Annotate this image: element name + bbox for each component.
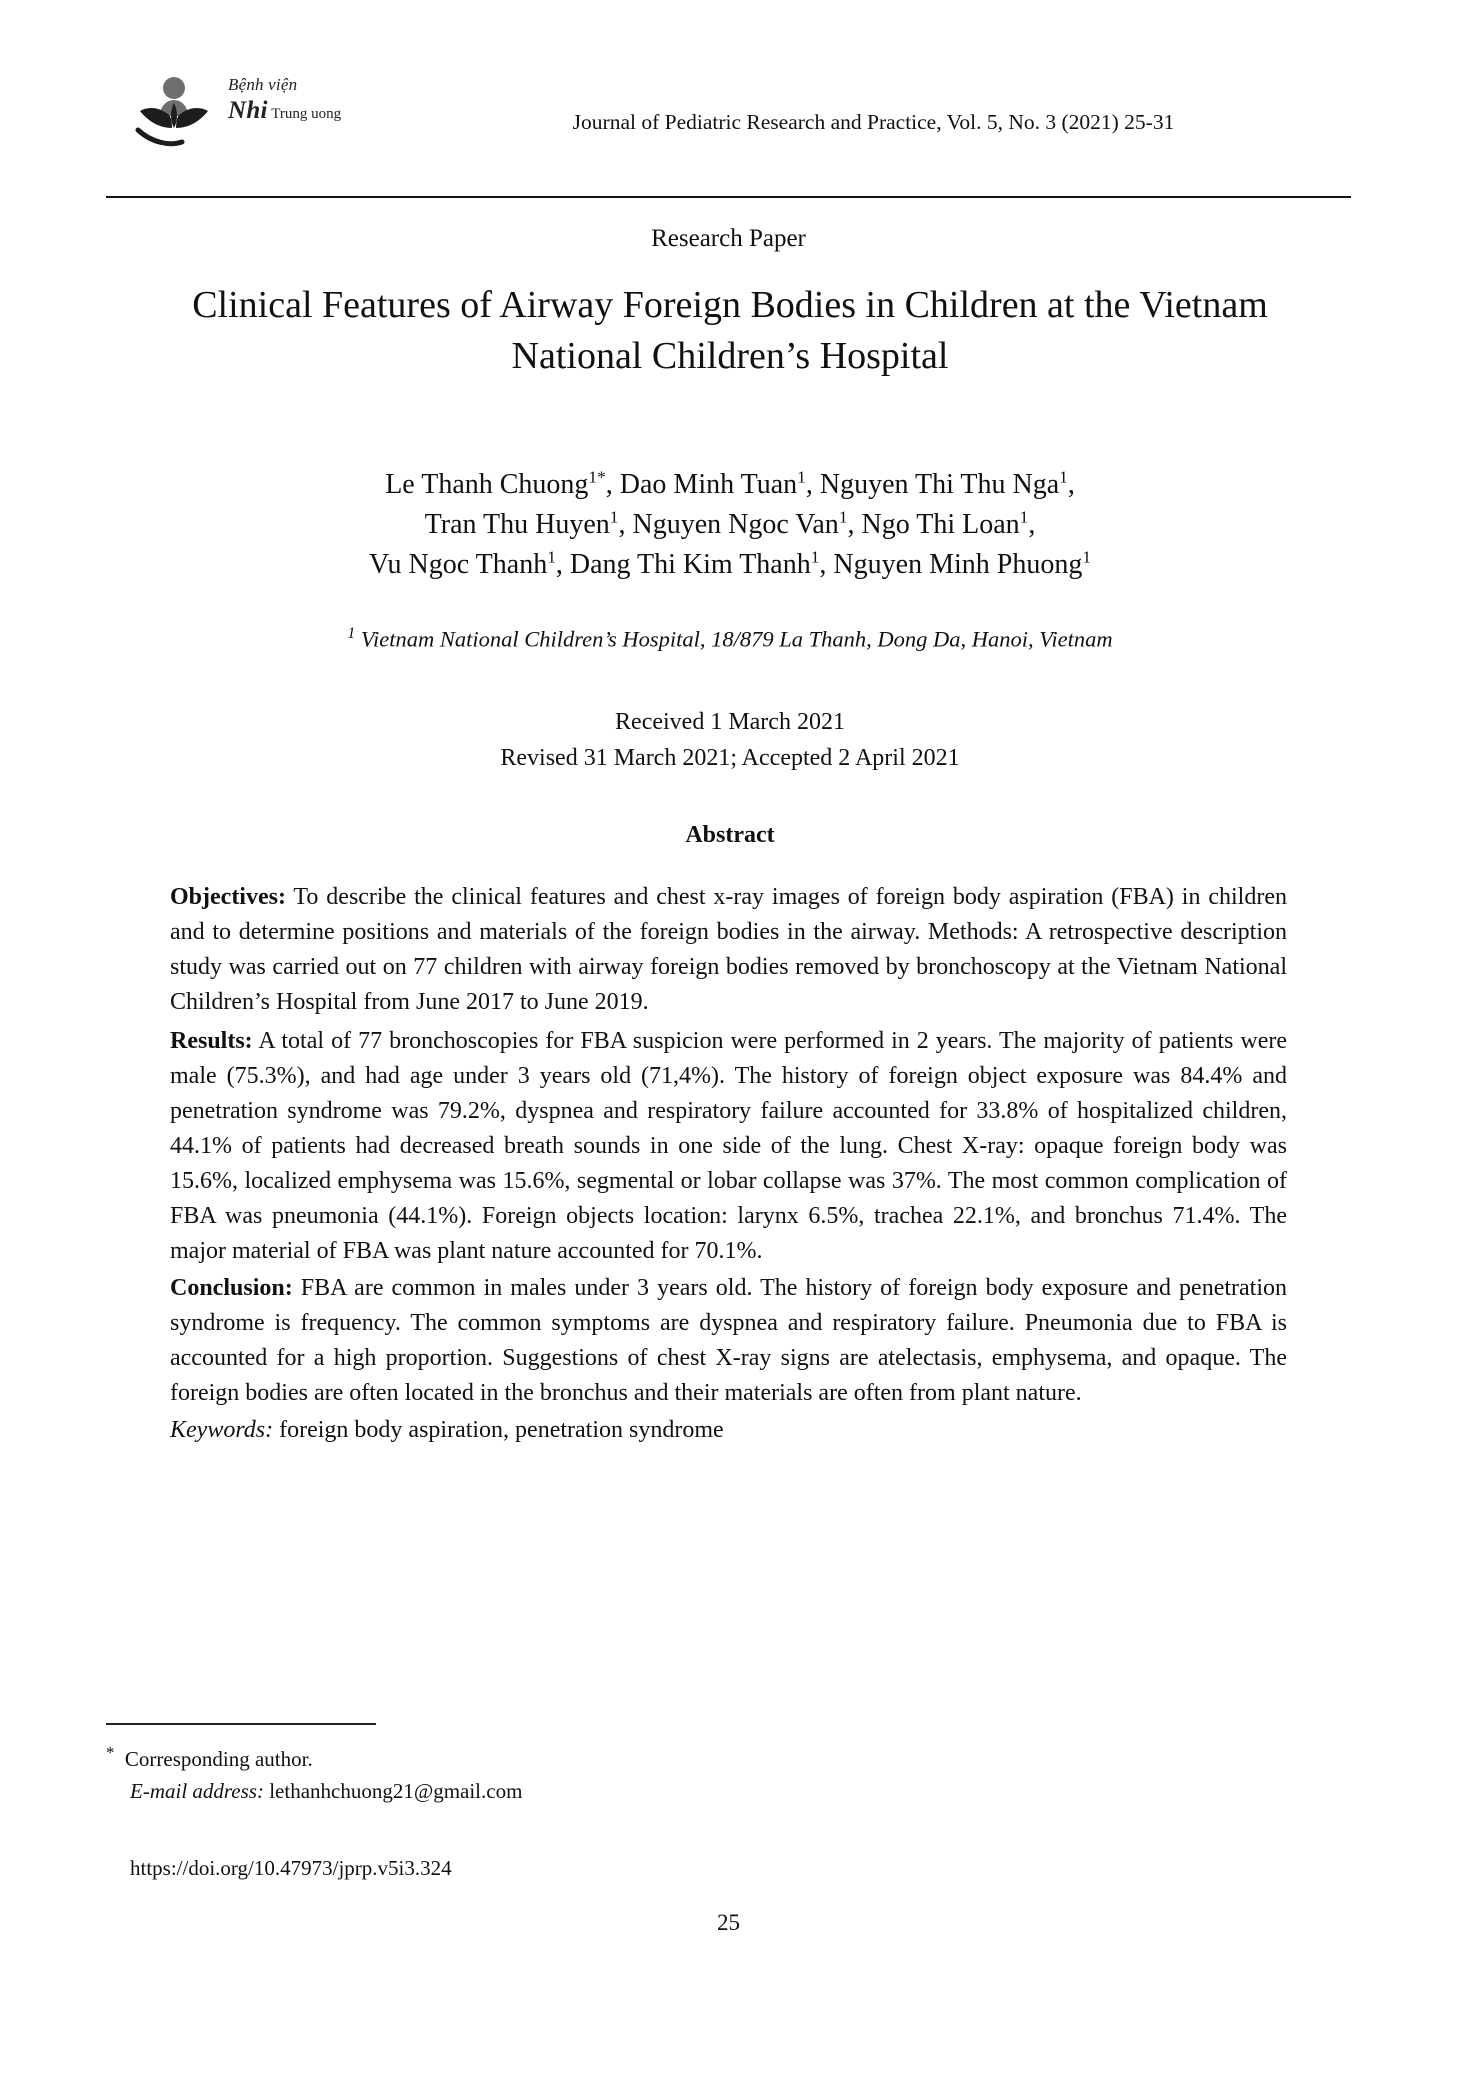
page-number: 25 — [717, 1910, 740, 1935]
affiliation-text: Vietnam National Children’s Hospital, 18/879 La Thanh, Dong Da, Hanoi, Vietnam — [360, 626, 1113, 652]
abstract-conclusion — [170, 1271, 1287, 1411]
affiliation-mark: 1 — [347, 625, 356, 642]
objectives-label: Objectives: — [170, 884, 286, 910]
corresponding-author-note — [106, 1740, 1006, 1776]
email-address[interactable]: lethanhchuong21@gmail.com — [263, 1778, 523, 1803]
page-header — [106, 60, 1351, 180]
logo-word-trunguong: Trung uong — [271, 105, 342, 122]
logo-line-2 — [228, 97, 398, 125]
author-list — [150, 465, 1310, 584]
results-text: A total of 77 bronchoscopies for FBA suspicion were performed in 2 years. The majority of patients were male (75.3%), and had age under 3 years old (71,4%). The history of foreign object exposure was 84.4% and penetration syndrome was 79.2%, dyspnea and respiratory failure accounted for 33.8% of hospitalized children, 44.1% of patients had decreased breath sounds in one side of the lung. Chest X-ray: opaque foreign body was 15.6%, localized emphysema was 15.6%, segmental or lobar collapse was 37%. The most common complication of FBA was pneumonia (44.1%). Foreign objects location: larynx 6.5%, trachea 22.1%, and bronchus 71.4%. The major material of FBA was plant nature accounted for 70.1%. — [170, 1028, 1287, 1265]
abstract-heading: Abstract — [685, 822, 775, 848]
lotus-logo-icon — [126, 70, 222, 150]
logo-line-1: Bệnh viện — [228, 75, 298, 94]
conclusion-text: FBA are common in males under 3 years old. The history of foreign body exposure and penetration syndrome is frequency. The common symptoms are dyspnea and respiratory failure. Pneumonia due to FBA is accounted for a high proportion. Suggestions of chest X-ray signs are atelectasis, emphysema, and opaque. The foreign bodies are often located in the bronchus and their materials are often from plant nature. — [170, 1275, 1287, 1407]
header-divider — [106, 196, 1351, 198]
abstract-body — [170, 880, 1287, 1451]
results-label: Results: — [170, 1028, 253, 1055]
author-line-2: Tran Thu Huyen$^1$, Nguyen Ngoc Van$^1$, Ngo Thi Loan$^1$, — [424, 507, 1036, 540]
keywords-label: Keywords: — [170, 1417, 274, 1444]
page-title: Clinical Features of Airway Foreign Bodies in Children at the Vietnam National Children’s Hospital — [192, 284, 1268, 377]
abstract-objectives — [170, 880, 1287, 1020]
corresponding-author-mark: * — [106, 1743, 115, 1762]
doi-link[interactable]: https://doi.org/10.47973/jprp.v5i3.324 — [130, 1856, 452, 1880]
paper-type-label: Research Paper — [651, 225, 806, 252]
conclusion-label: Conclusion: — [170, 1275, 293, 1302]
email-note — [106, 1776, 1006, 1808]
corresponding-author-text: Corresponding author. — [124, 1747, 313, 1771]
logo-word-nhi: Nhi — [228, 96, 268, 124]
abstract-results — [170, 1024, 1287, 1269]
journal-citation-line: Journal of Pediatric Research and Practice, Vol. 5, No. 3 (2021) 25-31 — [572, 110, 1175, 134]
footnote-divider — [106, 1723, 376, 1725]
revised-accepted-date: Revised 31 March 2021; Accepted 2 April 2021 — [500, 744, 960, 771]
objectives-text: To describe the clinical features and chest x-ray images of foreign body aspiration (FBA) in children and to determine positions and materials of the foreign bodies in the airway. Methods: A retrospective description study was carried out on 77 children with airway foreign bodies removed by bronchoscopy at the Vietnam National Children’s Hospital from June 2017 to June 2019. — [170, 884, 1287, 1016]
keywords-text: foreign body aspiration, penetration syndrome — [273, 1417, 724, 1444]
author-line-3: Vu Ngoc Thanh$^1$, Dang Thi Kim Thanh$^1$, Nguyen Minh Phuong$^1$ — [368, 547, 1092, 580]
logo-wordmark — [228, 76, 398, 124]
article-dates — [150, 705, 1310, 776]
received-date: Received 1 March 2021 — [615, 709, 845, 735]
affiliation — [150, 625, 1310, 653]
journal-logo — [116, 66, 396, 166]
email-label: E-mail address: — [130, 1778, 264, 1803]
keywords-line — [170, 1413, 1287, 1448]
footnote-block — [106, 1740, 1006, 1807]
author-line-1: Le Thanh Chuong$^{1*}$, Dao Minh Tuan$^1$, Nguyen Thi Thu Nga$^1$, — [385, 467, 1075, 500]
